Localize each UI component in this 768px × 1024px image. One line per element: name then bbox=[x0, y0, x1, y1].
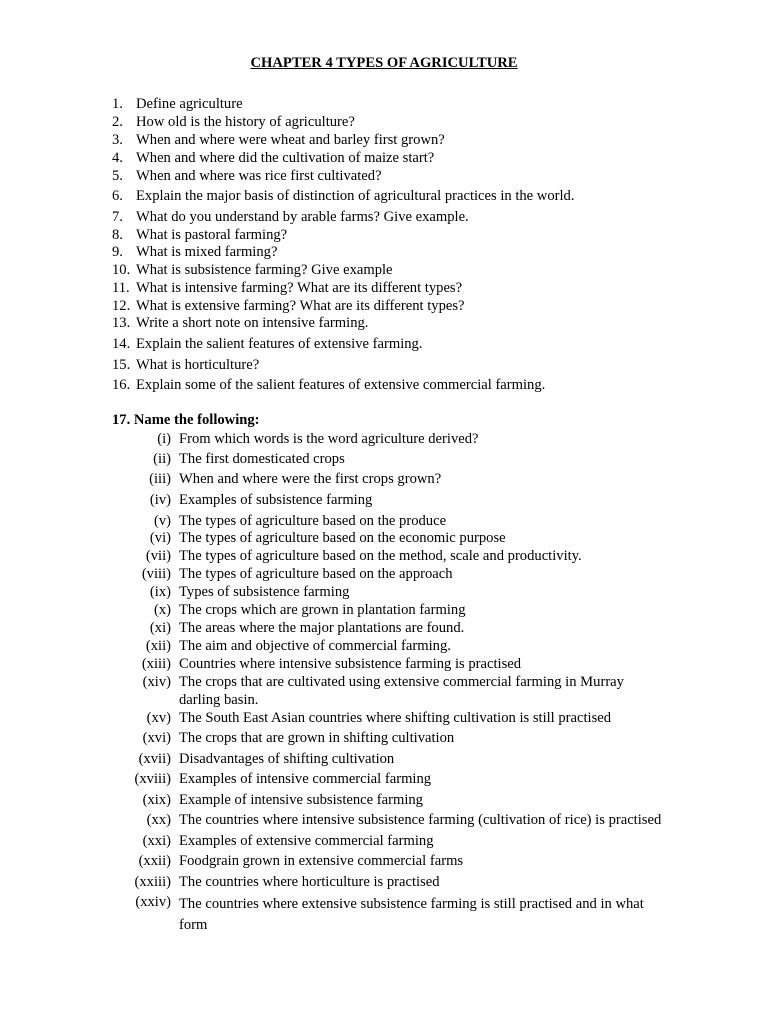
sub-item-text: The first domesticated crops bbox=[179, 451, 345, 467]
question-number: 9. bbox=[112, 244, 123, 260]
roman-numeral: (vii) bbox=[145, 548, 171, 564]
sub-item-text: The countries where horticulture is practised bbox=[179, 874, 440, 890]
question-number: 2. bbox=[112, 114, 123, 130]
question-text: What is extensive farming? What are its different types? bbox=[136, 298, 465, 314]
question-number: 8. bbox=[112, 227, 123, 243]
question-text: When and where did the cultivation of maize start? bbox=[136, 150, 435, 166]
question-number: 4. bbox=[112, 150, 123, 166]
question-number: 12. bbox=[112, 298, 131, 314]
question-text: Explain the salient features of extensive farming. bbox=[136, 336, 423, 352]
question-text: How old is the history of agriculture? bbox=[136, 114, 355, 130]
roman-numeral: (ii) bbox=[153, 451, 171, 467]
sub-item-text: The aim and objective of commercial farming. bbox=[179, 638, 451, 654]
roman-numeral: (xv) bbox=[146, 710, 171, 726]
roman-numeral: (xiv) bbox=[142, 674, 171, 690]
sub-item-text: The crops that are grown in shifting cultivation bbox=[179, 730, 455, 746]
question-number: 5. bbox=[112, 168, 123, 184]
question-text: What is mixed farming? bbox=[136, 244, 278, 260]
sub-item-text: Countries where intensive subsistence farming is practised bbox=[179, 656, 522, 672]
question-item bbox=[112, 209, 732, 227]
roman-numeral: (vi) bbox=[149, 530, 171, 546]
sub-item-text: Types of subsistence farming bbox=[179, 584, 350, 600]
question-item bbox=[112, 114, 732, 132]
roman-numeral: (v) bbox=[153, 513, 171, 529]
question-text: What is subsistence farming? Give example bbox=[136, 262, 393, 278]
question-item bbox=[112, 188, 732, 206]
sub-item-text: Examples of intensive commercial farming bbox=[179, 771, 432, 787]
question-text: What is horticulture? bbox=[136, 357, 260, 373]
question-item bbox=[112, 357, 732, 375]
question-item bbox=[112, 227, 732, 245]
sub-item-text: From which words is the word agriculture derived? bbox=[179, 431, 479, 447]
sub-item-text: The countries where extensive subsistence farming is still practised and in what form bbox=[179, 896, 644, 933]
sub-item-text: Examples of subsistence farming bbox=[179, 492, 373, 508]
sub-item-text: The areas where the major plantations are found. bbox=[179, 620, 465, 636]
question-item bbox=[112, 150, 732, 168]
sub-item-text: The types of agriculture based on the method, scale and productivity. bbox=[179, 548, 582, 564]
roman-numeral: (xxiv) bbox=[135, 894, 171, 910]
question-text: What is pastoral farming? bbox=[136, 227, 288, 243]
question-number: 11. bbox=[112, 280, 130, 296]
roman-numeral: (xii) bbox=[145, 638, 171, 654]
roman-numeral: (xvii) bbox=[138, 751, 171, 767]
sub-item-text: The countries where intensive subsistence farming (cultivation of rice) is practised bbox=[179, 812, 662, 828]
question-number: 14. bbox=[112, 336, 131, 352]
question-number: 10. bbox=[112, 262, 131, 278]
roman-numeral: (xi) bbox=[149, 620, 171, 636]
question-text: When and where were wheat and barley first grown? bbox=[136, 132, 445, 148]
question-number: 13. bbox=[112, 315, 131, 331]
sub-item-text: When and where were the first crops grown? bbox=[179, 471, 442, 487]
roman-numeral: (iii) bbox=[149, 471, 171, 487]
question-item bbox=[112, 262, 732, 280]
question-item bbox=[112, 96, 732, 114]
question-text: Explain the major basis of distinction of agricultural practices in the world. bbox=[136, 188, 575, 204]
roman-numeral: (i) bbox=[157, 431, 171, 447]
roman-numeral: (iv) bbox=[149, 492, 171, 508]
sub-item-text: Example of intensive subsistence farming bbox=[179, 792, 423, 808]
question-item bbox=[112, 280, 732, 298]
roman-numeral: (xxi) bbox=[142, 833, 171, 849]
roman-numeral: (xiii) bbox=[141, 656, 171, 672]
page-title: CHAPTER 4 TYPES OF AGRICULTURE bbox=[250, 55, 518, 71]
sub-item-text: Examples of extensive commercial farming bbox=[179, 833, 434, 849]
sub-item-text: Foodgrain grown in extensive commercial farms bbox=[179, 853, 464, 869]
roman-numeral: (xviii) bbox=[134, 771, 171, 787]
roman-numeral: (viii) bbox=[141, 566, 171, 582]
question-item bbox=[112, 336, 732, 354]
sub-item-text: Disadvantages of shifting cultivation bbox=[179, 751, 395, 767]
roman-numeral: (ix) bbox=[149, 584, 171, 600]
question-number: 7. bbox=[112, 209, 123, 225]
question-item bbox=[112, 377, 732, 395]
roman-numeral: (xxii) bbox=[138, 853, 171, 869]
question-item bbox=[112, 168, 732, 186]
question-item bbox=[112, 132, 732, 150]
roman-numeral: (xxiii) bbox=[134, 874, 171, 890]
roman-numeral: (xx) bbox=[146, 812, 171, 828]
question-text: Write a short note on intensive farming. bbox=[136, 315, 369, 331]
sub-item-text: The crops which are grown in plantation farming bbox=[179, 602, 466, 618]
question-number: 3. bbox=[112, 132, 123, 148]
question-item bbox=[112, 244, 732, 262]
question-number: 6. bbox=[112, 188, 123, 204]
roman-numeral: (xvi) bbox=[142, 730, 171, 746]
question-text: Define agriculture bbox=[136, 96, 243, 112]
question-text: Explain some of the salient features of extensive commercial farming. bbox=[136, 377, 546, 393]
sub-item-text: The types of agriculture based on the produce bbox=[179, 513, 447, 529]
sub-item-text: The crops that are cultivated using extensive commercial farming in Murray darling basin. bbox=[179, 674, 624, 708]
roman-numeral: (xix) bbox=[142, 792, 171, 808]
question-text: What do you understand by arable farms? Give example. bbox=[136, 209, 469, 225]
question-item bbox=[112, 315, 732, 333]
roman-numeral: (x) bbox=[153, 602, 171, 618]
sub-item-text: The South East Asian countries where shifting cultivation is still practised bbox=[179, 710, 612, 726]
question-number: 1. bbox=[112, 96, 123, 112]
question-item bbox=[112, 298, 732, 316]
section-heading: 17. Name the following: bbox=[112, 412, 260, 428]
question-number: 15. bbox=[112, 357, 131, 373]
question-number: 16. bbox=[112, 377, 131, 393]
sub-item-text: The types of agriculture based on the approach bbox=[179, 566, 453, 582]
sub-item-text: The types of agriculture based on the economic purpose bbox=[179, 530, 506, 546]
question-text: What is intensive farming? What are its different types? bbox=[136, 280, 463, 296]
question-text: When and where was rice first cultivated? bbox=[136, 168, 382, 184]
